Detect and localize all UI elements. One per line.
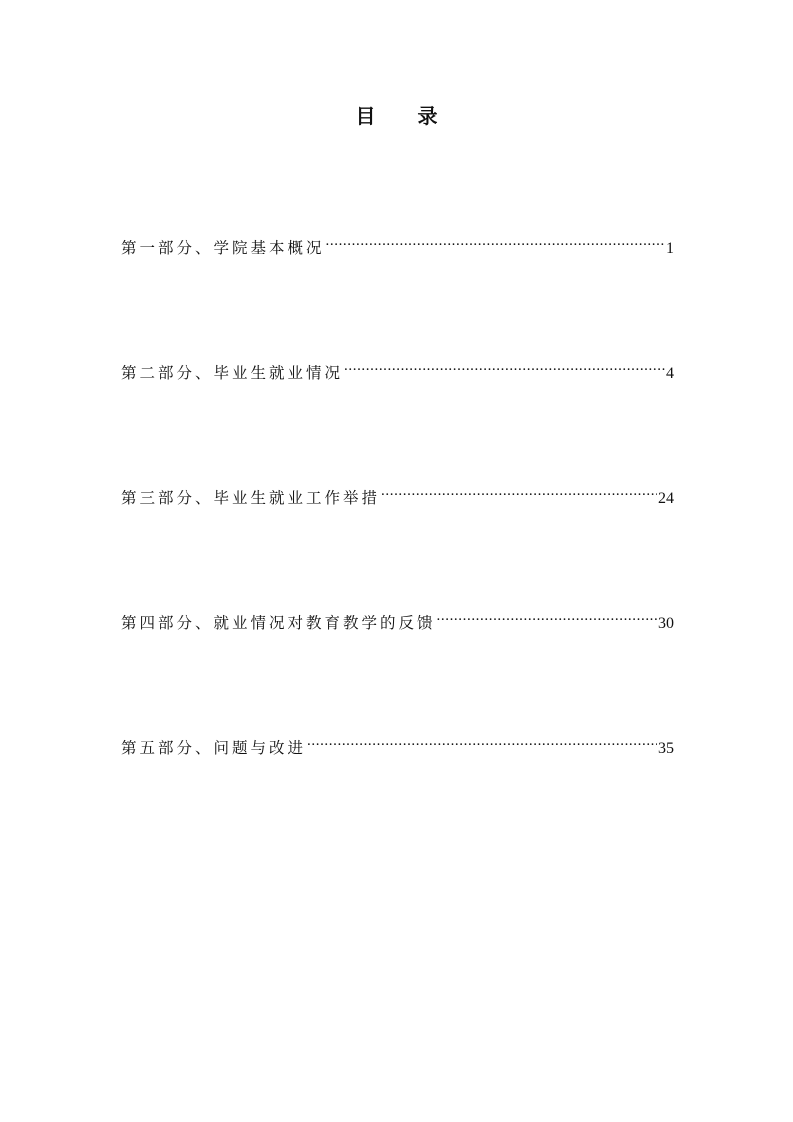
toc-dot-leader — [437, 604, 657, 628]
toc-dot-leader — [344, 354, 665, 378]
toc-dot-leader — [307, 729, 657, 753]
toc-entry[interactable] — [121, 729, 674, 757]
toc-entry[interactable] — [121, 479, 674, 507]
toc-title: 目录 — [355, 104, 480, 128]
toc-entry-title: 第二部分、毕业生就业情况 — [121, 364, 344, 382]
toc-page-number: 24 — [658, 490, 674, 507]
toc-entry[interactable] — [121, 229, 674, 257]
toc-page-number: 1 — [666, 240, 674, 257]
toc-dot-leader — [326, 229, 665, 253]
toc-page-number: 4 — [666, 365, 674, 382]
toc-page-number: 35 — [658, 740, 674, 757]
toc-entry[interactable] — [121, 354, 674, 382]
toc-entry[interactable] — [121, 604, 674, 632]
toc-entry-title: 第一部分、学院基本概况 — [121, 239, 325, 257]
toc-page-number: 30 — [658, 615, 674, 632]
toc-entry-title: 第四部分、就业情况对教育教学的反馈 — [121, 614, 436, 632]
toc-dot-leader — [381, 479, 657, 503]
toc-entry-title: 第三部分、毕业生就业工作举措 — [121, 489, 381, 507]
toc-entry-title: 第五部分、问题与改进 — [121, 739, 307, 757]
